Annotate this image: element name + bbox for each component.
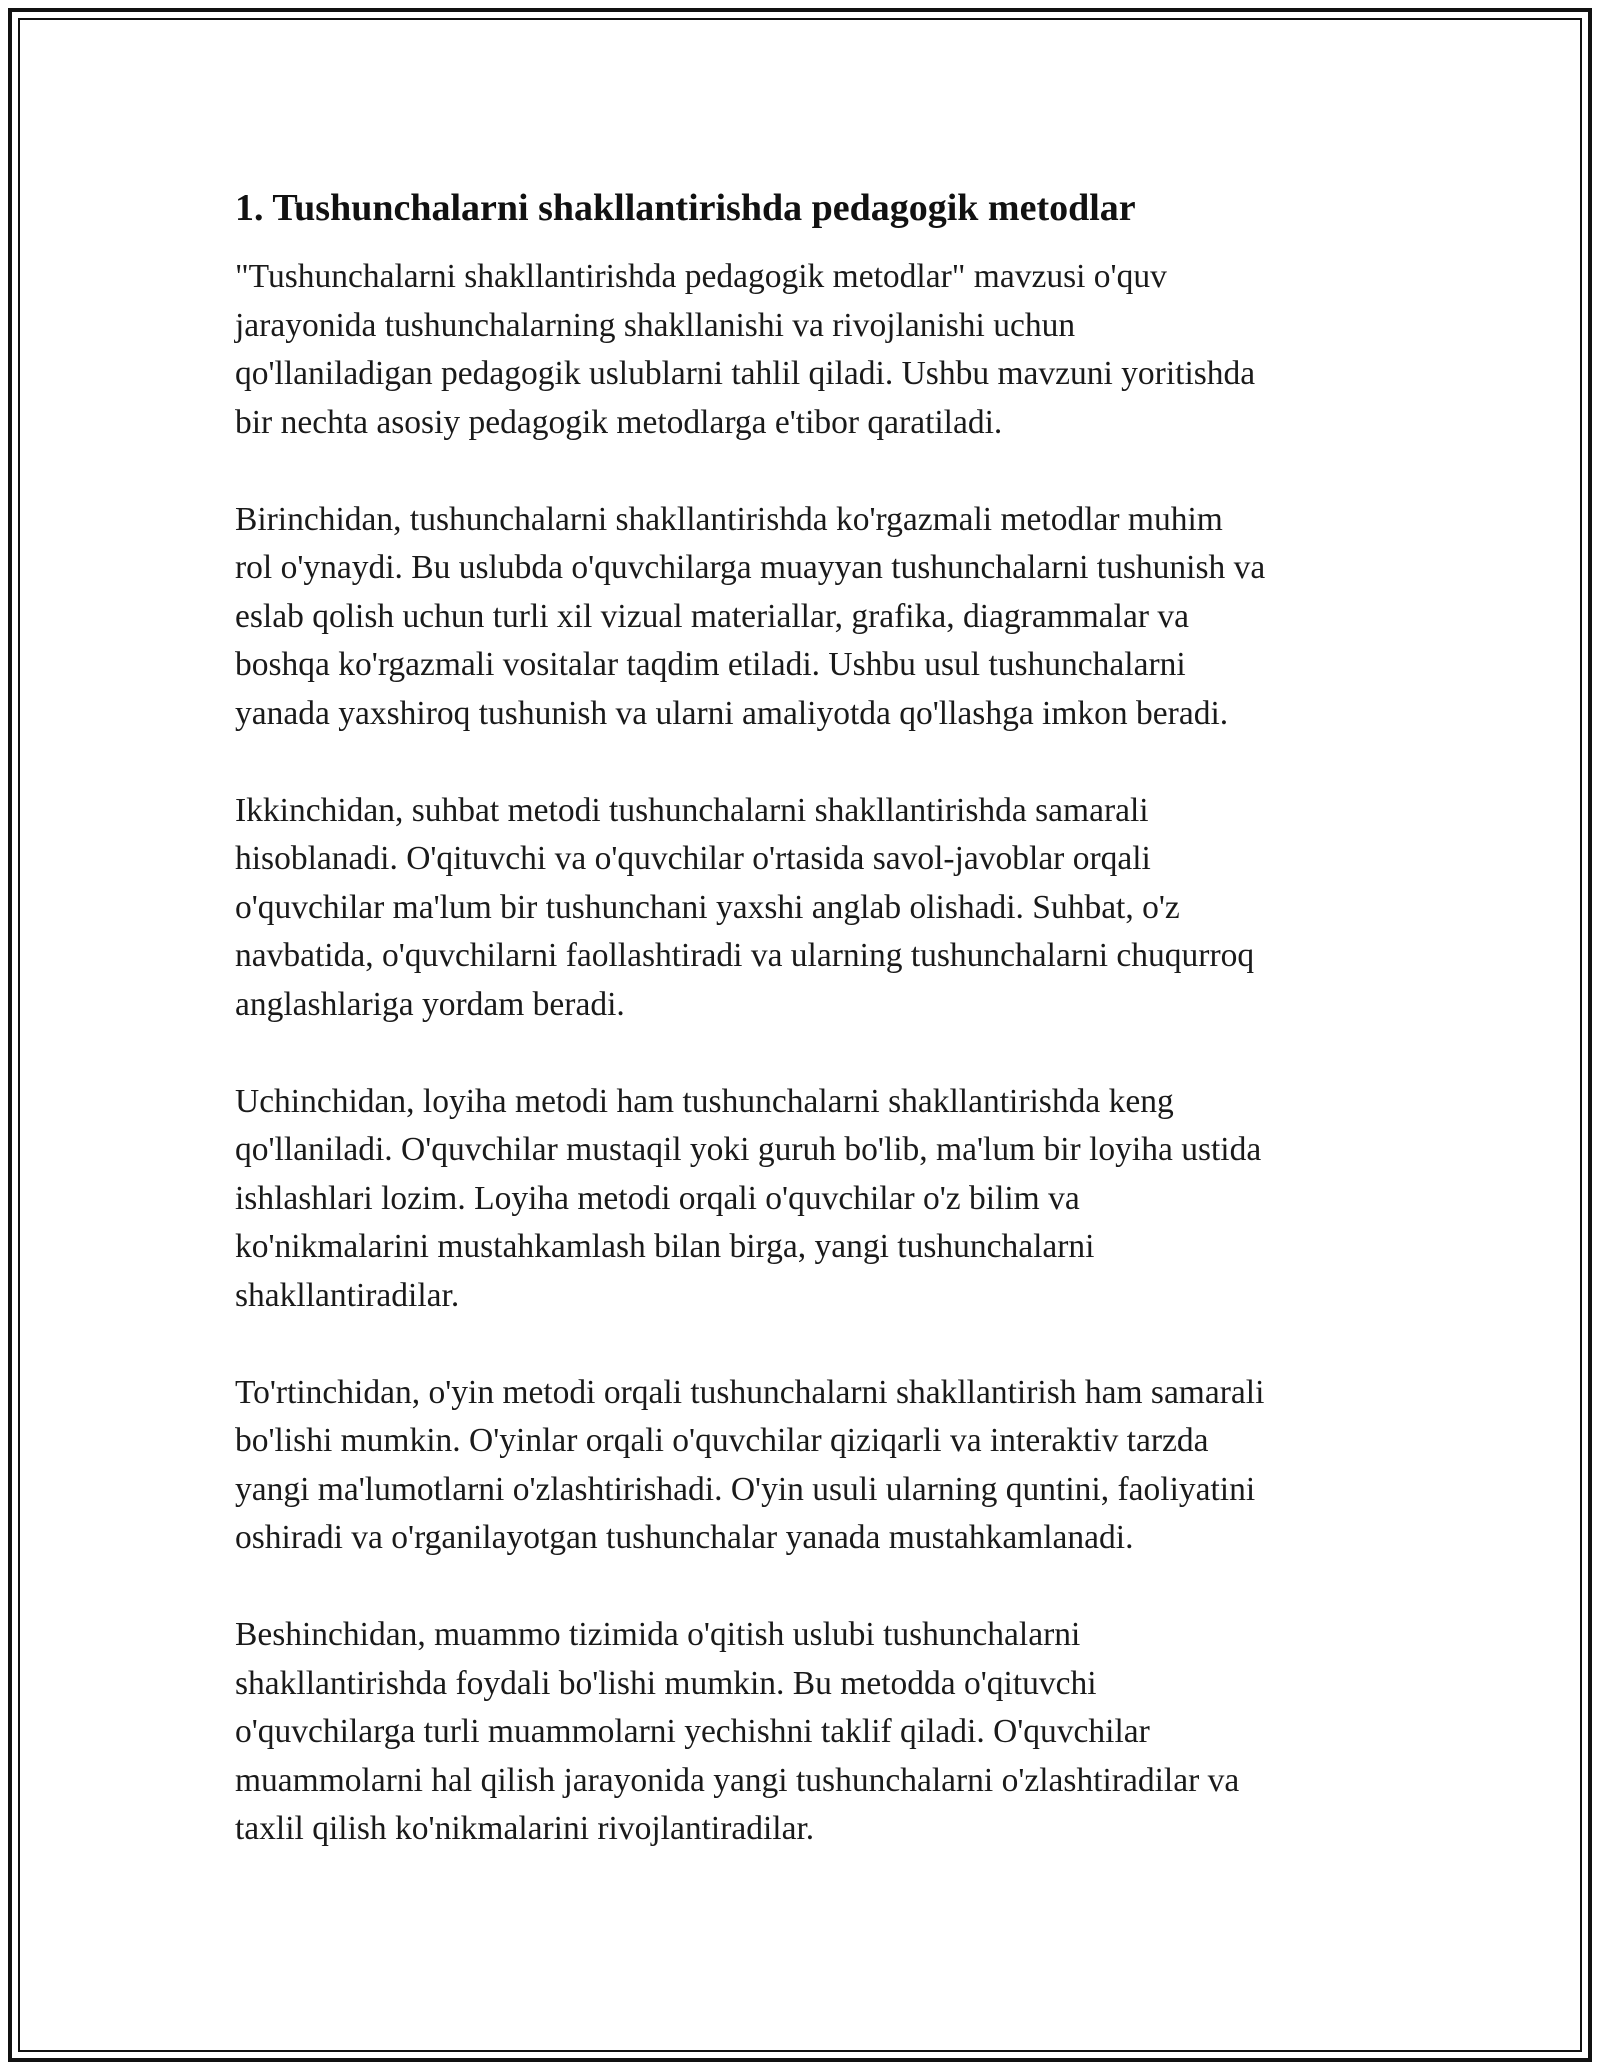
text-line: navbatida, o'quvchilarni faollashtiradi va ularning tushunchalarni chuqurroq: [235, 937, 1255, 974]
paragraph-intro: [235, 253, 1385, 447]
text-line: To'rtinchidan, o'yin metodi orqali tushunchalarni shakllantirish ham samarali: [235, 1373, 1265, 1411]
text-line: ko'nikmalarini mustahkamlash bilan birga, yangi tushunchalarni: [235, 1228, 1095, 1265]
text-line: yanada yaxshiroq tushunish va ularni amaliyotda qo'llashga imkon beradi.: [235, 694, 1229, 732]
text-line: "Tushunchalarni shakllantirishda pedagogik metodlar" mavzusi o'quv: [235, 258, 1167, 295]
text-line: anglashlariga yordam beradi.: [235, 985, 625, 1023]
text-line: muammolarni hal qilish jarayonida yangi tushunchalarni o'zlashtiradilar va: [235, 1761, 1240, 1799]
text-line: Birinchidan, tushunchalarni shakllantirishda ko'rgazmali metodlar muhim: [235, 500, 1223, 538]
text-line: Ikkinchidan, suhbat metodi tushunchalarni shakllantirishda samarali: [235, 791, 1149, 829]
text-line: qo'llaniladi. O'quvchilar mustaqil yoki guruh bo'lib, ma'lum bir loyiha ustida: [235, 1131, 1262, 1168]
paragraph-second-method: [235, 787, 1385, 1030]
text-line: rol o'ynaydi. Bu uslubda o'quvchilarga muayyan tushunchalarni tushunish va: [235, 549, 1266, 586]
paragraph-fifth-method: [235, 1611, 1385, 1854]
text-line: taxlil qilish ko'nikmalarini rivojlantiradilar.: [235, 1810, 815, 1847]
text-line: eslab qolish uchun turli xil vizual materiallar, grafika, diagrammalar va: [235, 597, 1189, 635]
section-heading: 1. Tushunchalarni shakllantirishda pedagogik metodlar: [235, 187, 1136, 229]
text-line: boshqa ko'rgazmali vositalar taqdim etiladi. Ushbu usul tushunchalarni: [235, 646, 1186, 683]
text-line: shakllantiradilar.: [235, 1276, 460, 1314]
text-line: oshiradi va o'rganilayotgan tushunchalar yanada mustahkamlanadi.: [235, 1519, 1134, 1556]
text-line: hisoblanadi. O'qituvchi va o'quvchilar o'rtasida savol-javoblar orqali: [235, 840, 1151, 877]
text-line: o'quvchilarga turli muammolarni yechishni taklif qiladi. O'quvchilar: [235, 1713, 1150, 1750]
text-line: Uchinchidan, loyiha metodi ham tushunchalarni shakllantirishda keng: [235, 1082, 1174, 1120]
paragraph-first-method: [235, 496, 1385, 739]
text-line: yangi ma'lumotlarni o'zlashtirishadi. O'yin usuli ularning quntini, faoliyatini: [235, 1470, 1256, 1508]
text-line: ishlashlari lozim. Loyiha metodi orqali o'quvchilar o'z bilim va: [235, 1179, 1080, 1217]
document-body: [235, 185, 1385, 1902]
text-line: o'quvchilar ma'lum bir tushunchani yaxshi anglab olishadi. Suhbat, o'z: [235, 888, 1180, 926]
text-line: bo'lishi mumkin. O'yinlar orqali o'quvchilar qiziqarli va interaktiv tarzda: [235, 1422, 1209, 1459]
text-line: shakllantirishda foydali bo'lishi mumkin. Bu metodda o'qituvchi: [235, 1664, 1097, 1702]
paragraph-fourth-method: [235, 1369, 1385, 1563]
text-line: bir nechta asosiy pedagogik metodlarga e'tibor qaratiladi.: [235, 403, 1003, 441]
paragraph-third-method: [235, 1078, 1385, 1321]
text-line: qo'llaniladigan pedagogik uslublarni tahlil qiladi. Ushbu mavzuni yoritishda: [235, 355, 1256, 392]
text-line: jarayonida tushunchalarning shakllanishi va rivojlanishi uchun: [235, 306, 1076, 344]
text-line: Beshinchidan, muammo tizimida o'qitish uslubi tushunchalarni: [235, 1616, 1081, 1653]
